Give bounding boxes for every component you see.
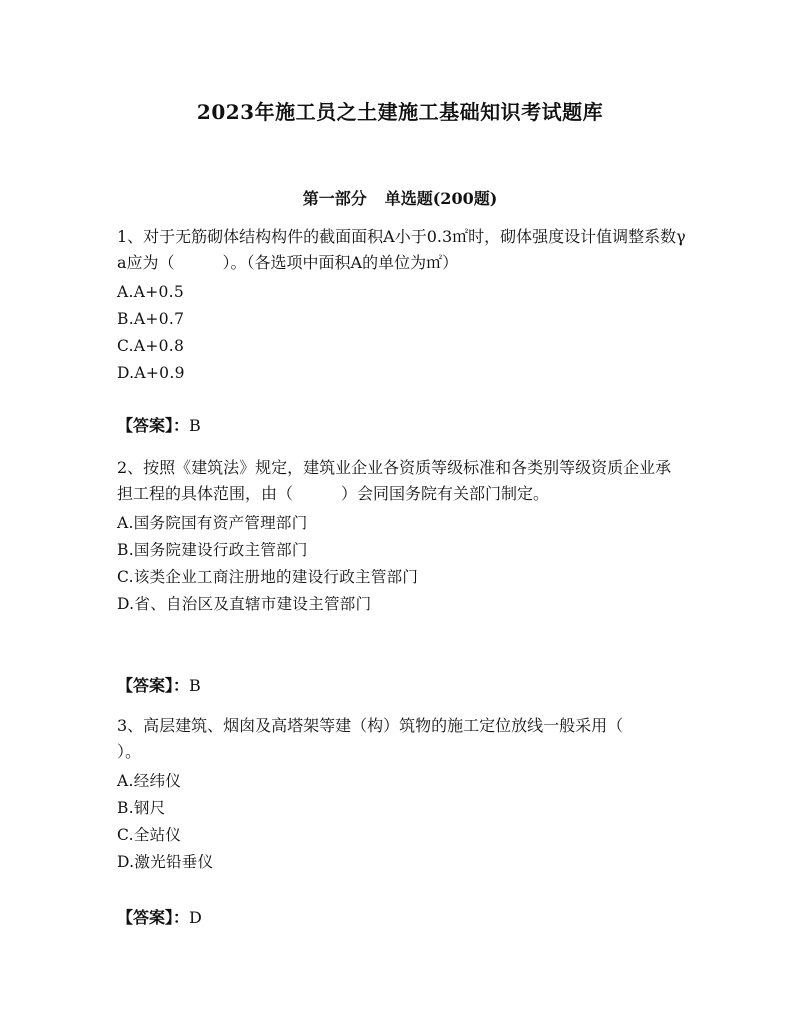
answer-1	[117, 413, 201, 439]
question-text: 1、对于无筋砌体结构构件的截面面积A小于0.3㎡时，砌体强度设计值调整系数γa应为（ ）。（各选项中面积A的单位为㎡）	[117, 227, 686, 272]
question-text: 2、按照《建筑法》规定，建筑业企业各资质等级标准和各类别等级资质企业承担工程的具体范围，由（ ）会同国务院有关部门制定。	[117, 458, 672, 503]
option-a: A.经纬仪	[117, 772, 182, 790]
answer-2	[117, 673, 201, 699]
option-b: B.国务院建设行政主管部门	[117, 541, 308, 559]
option-c: C.全站仪	[117, 826, 182, 844]
question-text: 3、高层建筑、烟囱及高塔架等建（构）筑物的施工定位放线一般采用（ ）。	[117, 716, 672, 761]
answer-value: D	[189, 908, 202, 927]
option-d: D.A+0.9	[117, 364, 185, 382]
option-b: B.A+0.7	[117, 310, 185, 328]
document-title: 2023年施工员之土建施工基础知识考试题库	[196, 100, 604, 124]
answer-label: 【答案】：	[117, 908, 190, 927]
answer-label: 【答案】：	[117, 676, 190, 695]
question-2	[117, 455, 687, 618]
option-d: D.省、自治区及直辖市建设主管部门	[117, 595, 372, 613]
option-c: C.A+0.8	[117, 337, 185, 355]
section-heading	[0, 186, 800, 209]
answer-value: B	[189, 676, 201, 695]
section-part: 第一部分	[302, 189, 367, 208]
section-name: 单选题(200题)	[384, 189, 498, 208]
option-a: A.A+0.5	[117, 283, 185, 301]
question-3	[117, 713, 687, 876]
answer-value: B	[189, 416, 201, 435]
option-c: C.该类企业工商注册地的建设行政主管部门	[117, 568, 419, 586]
option-a: A.国务院国有资产管理部门	[117, 514, 308, 532]
option-d: D.激光铅垂仪	[117, 853, 214, 871]
option-b: B.钢尺	[117, 799, 166, 817]
answer-3	[117, 905, 202, 931]
question-1	[117, 224, 687, 387]
answer-label: 【答案】：	[117, 416, 190, 435]
